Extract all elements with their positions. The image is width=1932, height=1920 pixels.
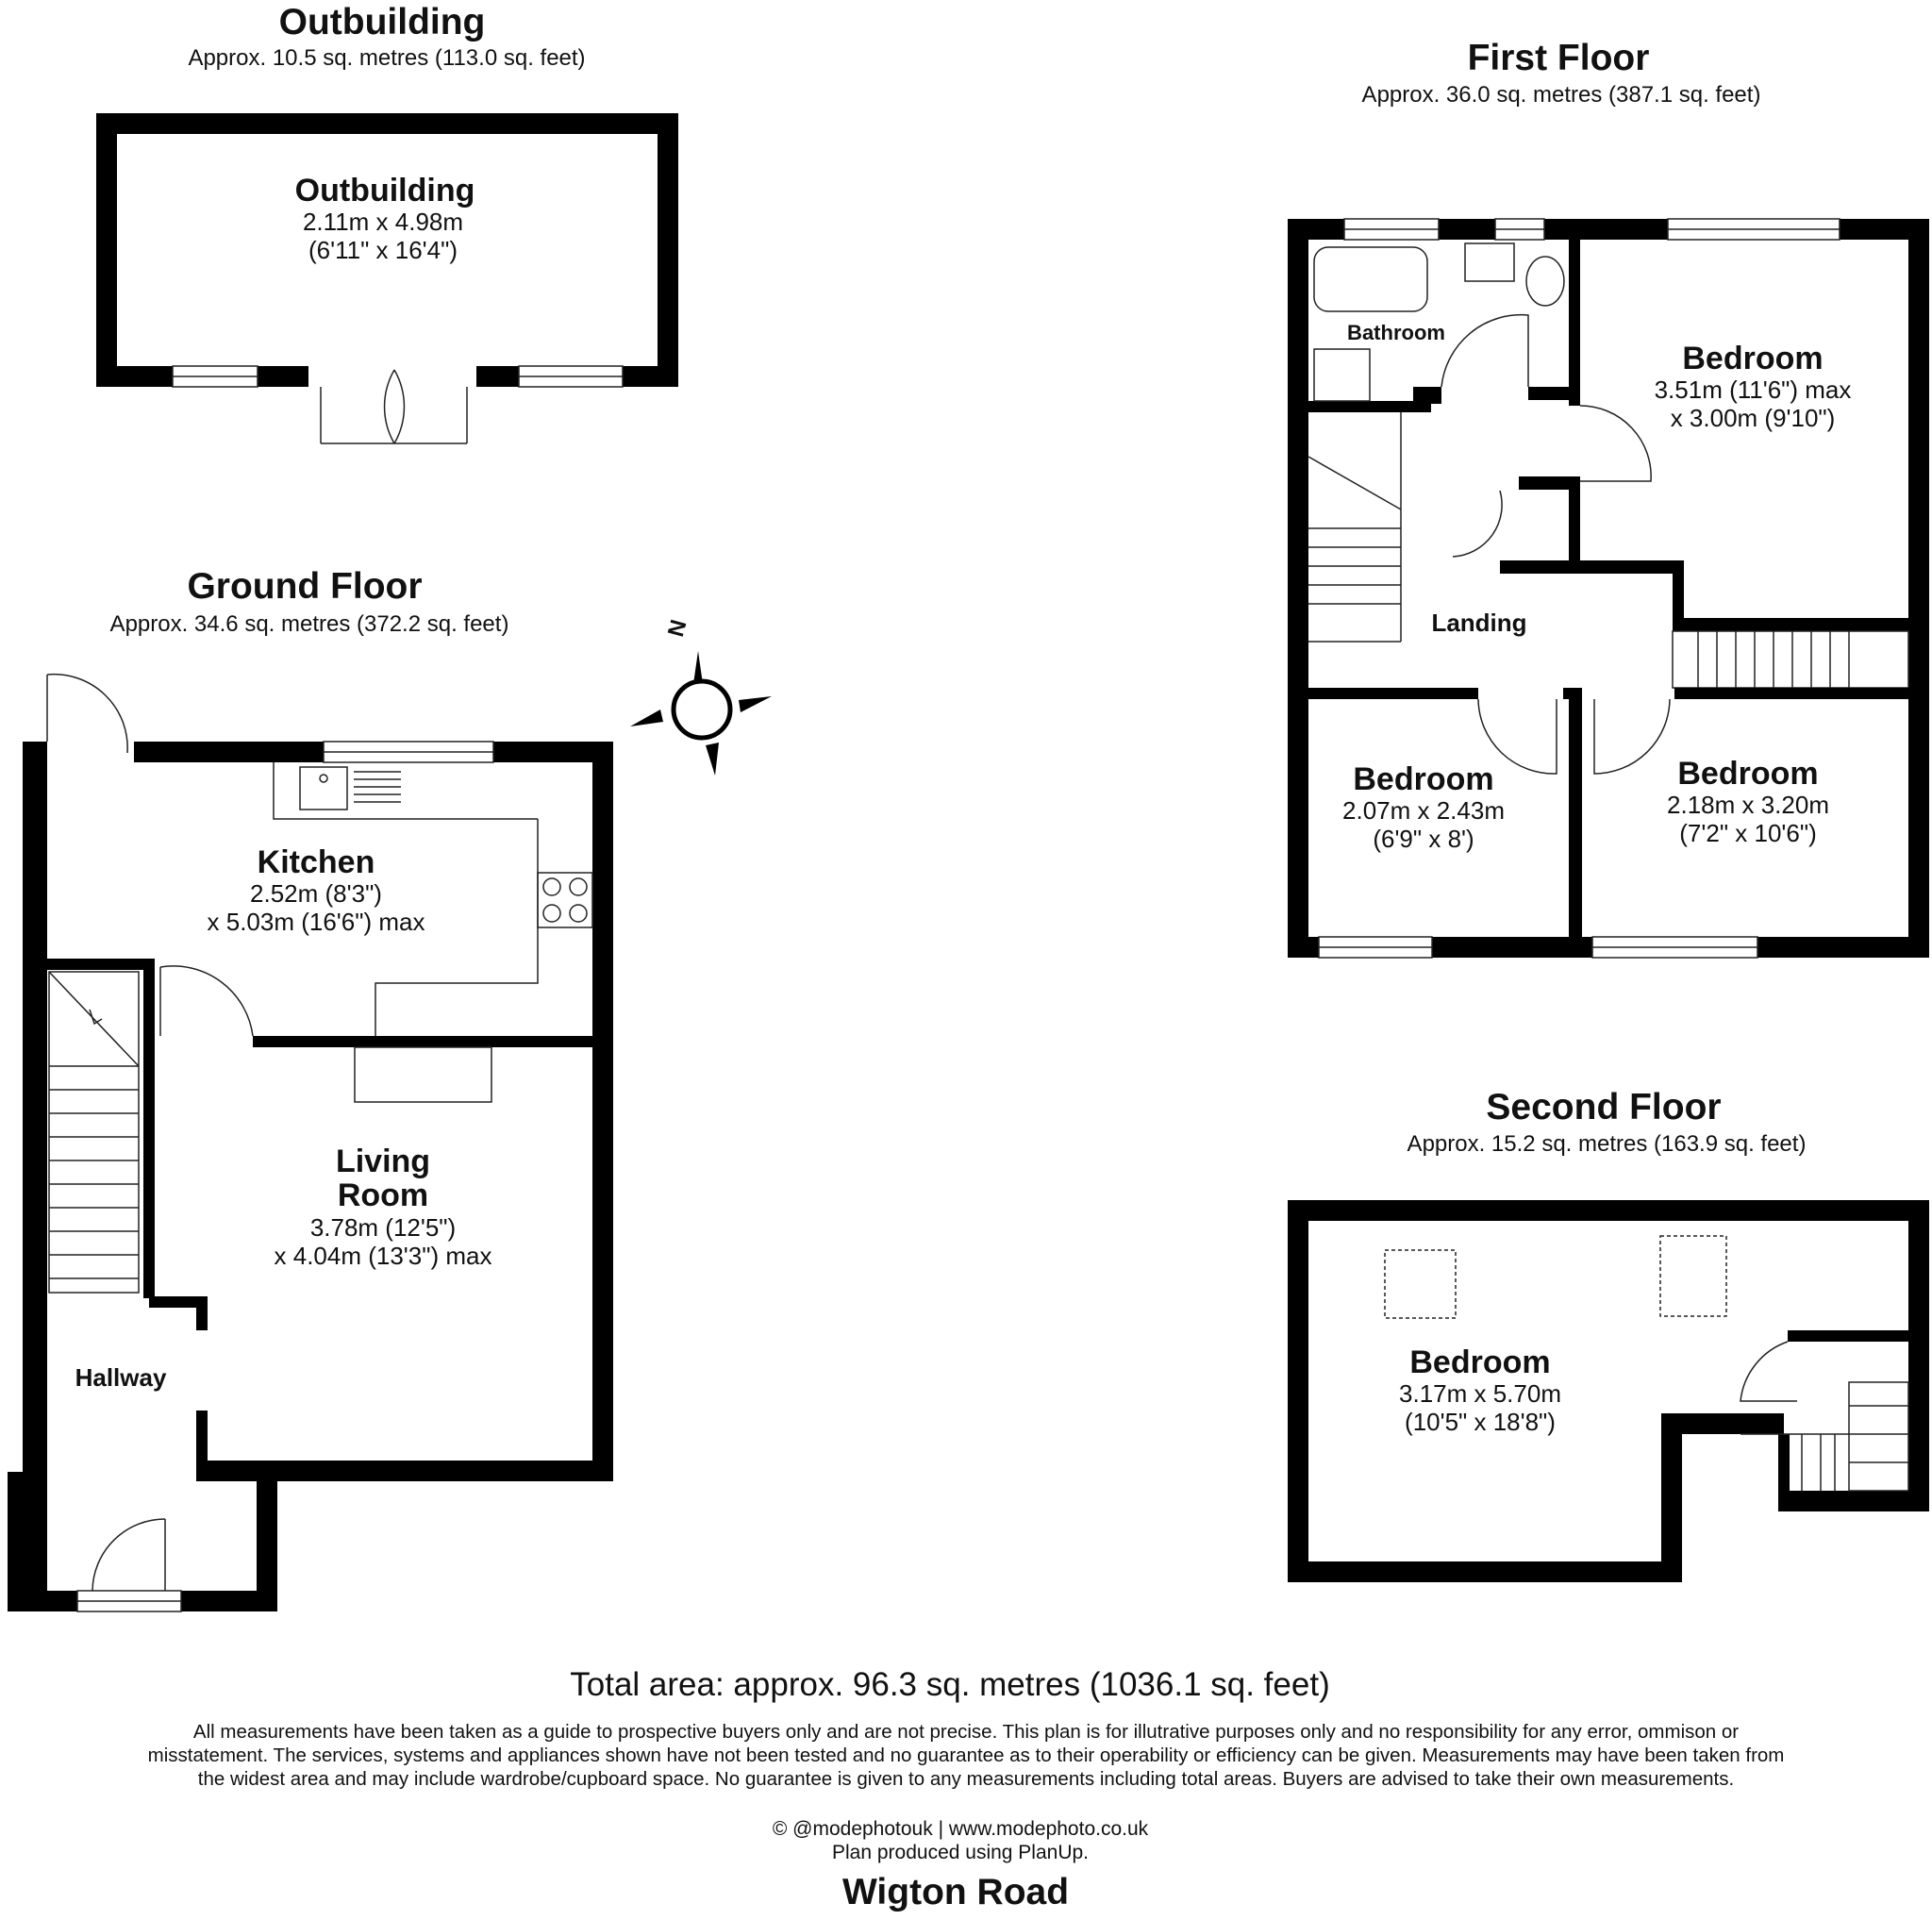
bathroom-name: Bathroom [1347, 321, 1445, 344]
living-room-dim2: x 4.04m (13'3") max [274, 1242, 492, 1270]
main-bedroom-dim1: 3.51m (11'6") max [1654, 376, 1852, 404]
main-bedroom-dim2: x 3.00m (9'10") [1670, 404, 1836, 432]
compass [630, 651, 772, 776]
property-address: Wigton Road [841, 1872, 1070, 1912]
back-door [47, 675, 127, 753]
living-room-name-line1: Living [335, 1144, 431, 1179]
ground-floor-plan [8, 675, 613, 1611]
kitchen-dim2: x 5.03m (16'6") max [207, 908, 425, 936]
right-bedroom-name: Bedroom [1677, 756, 1819, 792]
disclaimer-line3: the widest area and may include wardrobe/cupboard space. No guarantee is given to any measurements including total areas. Buyers are advised to take their own measurements. [197, 1768, 1735, 1790]
outbuilding-room-dim1: 2.11m x 4.98m [302, 208, 464, 236]
outbuilding-title: Outbuilding [278, 2, 486, 42]
staircase [49, 972, 139, 1293]
right-bedroom-dim1: 2.18m x 3.20m [1667, 791, 1829, 819]
outbuilding-room-dim2: (6'11" x 16'4") [308, 236, 458, 264]
credit-line1: © @modephotouk | www.modephoto.co.uk [772, 1818, 1149, 1840]
first-floor-title: First Floor [1467, 38, 1650, 78]
staircase-first [1308, 412, 1401, 642]
kitchen-door [160, 966, 253, 1036]
compass-north-label: N [662, 617, 692, 640]
fireplace [355, 1047, 491, 1102]
outbuilding-plan [96, 113, 678, 443]
kitchen-name: Kitchen [257, 844, 375, 880]
living-room-name-line2: Room [337, 1177, 429, 1213]
attic-bedroom-dim1: 3.17m x 5.70m [1399, 1379, 1561, 1408]
outbuilding-room-name: Outbuilding [294, 173, 475, 209]
basin [1465, 243, 1514, 281]
hallway-name: Hallway [75, 1363, 167, 1392]
hob [538, 873, 592, 927]
ground-floor-area: Approx. 34.6 sq. metres (372.2 sq. feet) [109, 611, 509, 637]
outbuilding-area: Approx. 10.5 sq. metres (113.0 sq. feet) [188, 45, 586, 71]
second-floor-title: Second Floor [1486, 1087, 1722, 1127]
credit-line2: Plan produced using PlanUp. [831, 1842, 1090, 1863]
attic-bedroom-name: Bedroom [1409, 1344, 1551, 1380]
landing-name: Landing [1431, 609, 1527, 637]
disclaimer-line1: All measurements have been taken as a guide to prospective buyers only and are not precise. This plan is for illutrative purposes only and no responsibility for any error, ommison or [192, 1721, 1740, 1743]
total-area: Total area: approx. 96.3 sq. metres (1036.1 sq. feet) [570, 1666, 1330, 1703]
right-bedroom-dim2: (7'2" x 10'6") [1679, 819, 1817, 847]
kitchen-dim1: 2.52m (8'3") [250, 879, 382, 908]
living-room-dim1: 3.78m (12'5") [309, 1213, 457, 1242]
skylight [1385, 1250, 1456, 1318]
second-floor-area: Approx. 15.2 sq. metres (163.9 sq. feet) [1407, 1131, 1807, 1157]
attic-bedroom-dim2: (10'5" x 18'8") [1405, 1408, 1556, 1436]
double-door [321, 370, 467, 443]
entrance-door [92, 1519, 165, 1591]
skylight [1660, 1236, 1726, 1316]
first-floor-area: Approx. 36.0 sq. metres (387.1 sq. feet) [1361, 82, 1761, 108]
small-bedroom-dim2: (6'9" x 8') [1373, 825, 1474, 853]
small-bedroom-name: Bedroom [1353, 761, 1494, 797]
drainer [354, 772, 401, 802]
main-bedroom-name: Bedroom [1682, 341, 1824, 376]
ground-floor-title: Ground Floor [187, 566, 423, 607]
small-bedroom-dim1: 2.07m x 2.43m [1342, 796, 1505, 825]
bath [1314, 247, 1427, 311]
shower [1314, 349, 1370, 401]
disclaimer-line2: misstatement. The services, systems and appliances shown have not been tested and no guarantee as to their operability or efficiency can be given. Measurements may have been taken from [147, 1745, 1785, 1766]
sink [300, 767, 347, 810]
toilet [1526, 257, 1564, 306]
staircase-to-second [1673, 631, 1908, 688]
second-floor-plan [1288, 1200, 1929, 1582]
